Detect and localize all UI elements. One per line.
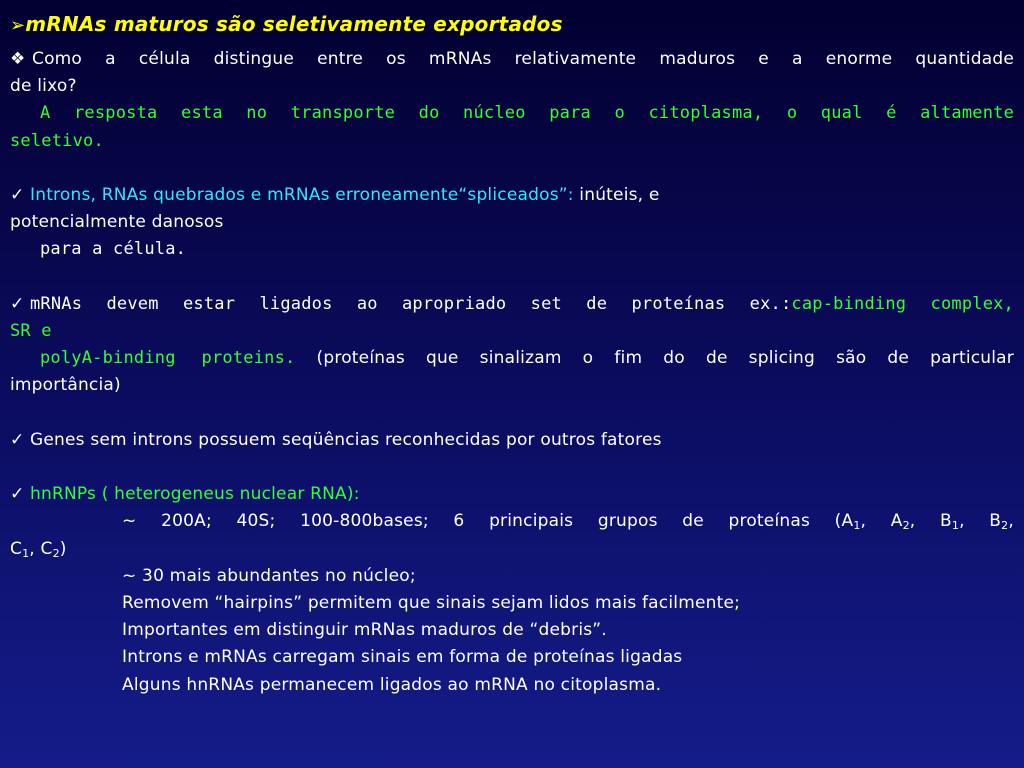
hnrnp-item: Importantes em distinguir mRNas maduros de “debris”.	[122, 620, 607, 641]
slide	[10, 8, 1014, 760]
mrna-line-1	[10, 291, 1014, 318]
mrna-text: mRNAs devem estar ligados ao apropriado set de proteínas ex.:	[30, 293, 792, 314]
hnrnp-item: Introns e mRNAs carregam sinais em forma de proteínas ligadas	[122, 647, 683, 668]
introns-line-2: potencialmente danosos	[10, 212, 224, 233]
question-line-2: de lixo?	[10, 76, 77, 97]
mrna-line-3	[10, 345, 1014, 372]
check-bullet-icon: ✓	[10, 484, 25, 505]
hnrnp-heading	[10, 481, 1014, 508]
genes-text: Genes sem introns possuem seqüências reconhecidas por outros fatores	[30, 429, 662, 450]
polya-highlight: polyA-binding proteins.	[40, 348, 296, 369]
introns-rest: inúteis, e	[573, 185, 660, 205]
hnrnp-stats-line-2: $C_1$, $C_2$)	[10, 538, 67, 560]
mrna-line-2: SR e	[10, 321, 52, 341]
introns-line-3: para a célula.	[40, 239, 187, 260]
slide-title-text: mRNAs maturos são seletivamente exportados	[25, 12, 563, 36]
slide-title	[10, 8, 1014, 40]
hnrnp-stats-line-1: ~ 200A; 40S; 100-800bases; 6 principais grupos de proteínas ($A_1$, $A_2$, $B_1$, $B_2$,	[122, 511, 1014, 533]
introns-line-1	[10, 182, 1014, 209]
check-bullet-icon: ✓	[10, 293, 25, 314]
mrna-line-4: importância)	[10, 375, 121, 396]
check-bullet-icon: ✓	[10, 185, 25, 205]
diamond-bullet-icon: ❖	[10, 49, 26, 69]
hnrnp-highlight: hnRNPs ( heterogeneus nuclear RNA):	[30, 484, 360, 505]
check-bullet-icon: ✓	[10, 429, 25, 450]
answer-line-2: seletivo.	[10, 130, 104, 151]
genes-line	[10, 427, 1014, 454]
hnrnp-item: Alguns hnRNAs permanecem ligados ao mRNA no citoplasma.	[122, 674, 662, 695]
answer-line-1: A resposta esta no transporte do núcleo para o citoplasma, o qual é altamente	[40, 103, 1014, 124]
hnrnp-item: ~ 30 mais abundantes no núcleo;	[122, 565, 416, 586]
arrow-bullet-icon: ➢	[10, 15, 26, 36]
mrna-highlight: cap-binding complex,	[791, 293, 1014, 314]
question-text: Como a célula distingue entre os mRNAs relativamente maduros e a enorme quantidade	[32, 49, 1014, 69]
hnrnp-item: Removem “hairpins” permitem que sinais sejam lidos mais facilmente;	[122, 593, 741, 613]
introns-highlight: Introns, RNAs quebrados e mRNAs erroneamente“spliceados”:	[30, 185, 574, 205]
polya-rest: (proteínas que sinalizam o fim do de splicing são de particular	[295, 348, 1014, 369]
question-line-1	[10, 46, 1014, 73]
